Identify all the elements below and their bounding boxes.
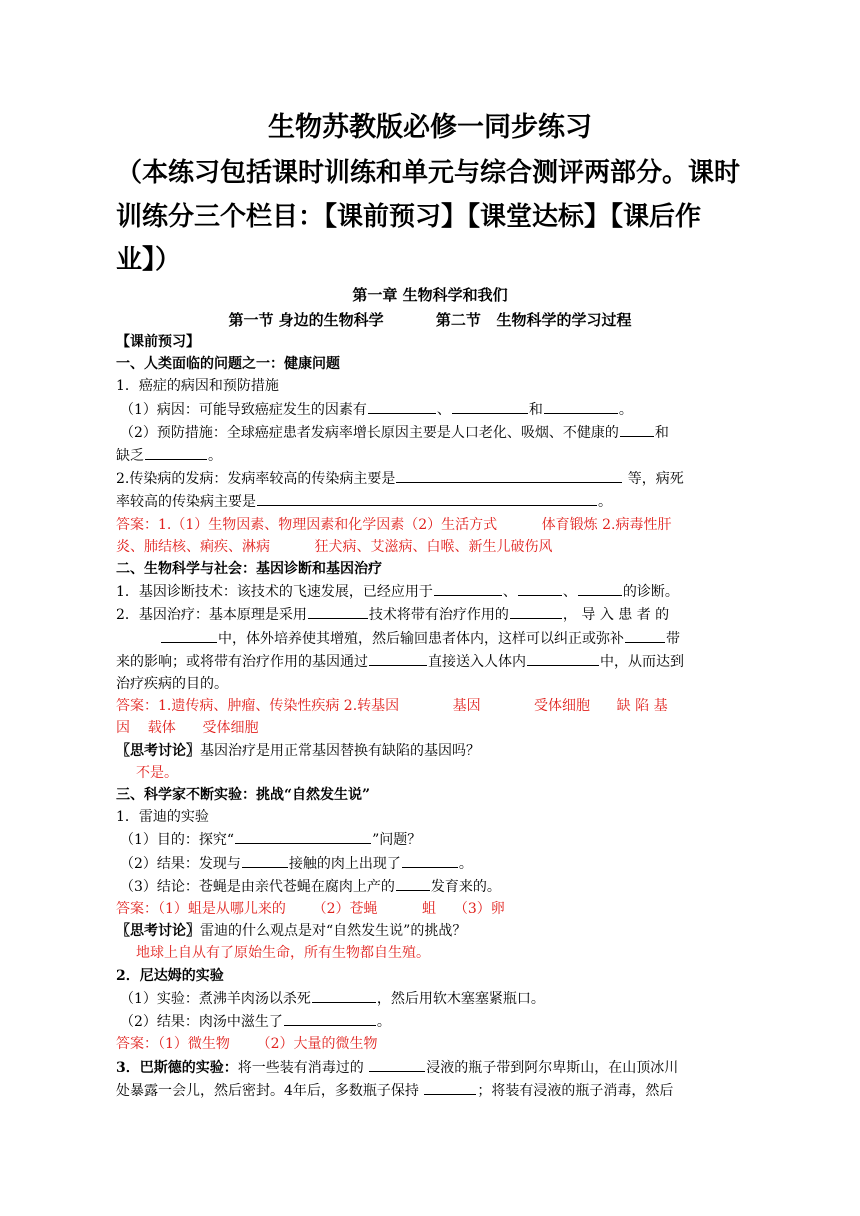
question-redi: 1．雷迪的实验 [116,809,209,826]
question-needham-result: （2）结果：肉汤中滋生了 。 [116,1010,742,1033]
answer-blank[interactable] [369,1056,425,1072]
chapter-heading: 第一章 生物科学和我们 [352,286,508,304]
question-infectious: 2.传染病的发病：发病率较高的传染病主要是 等，病死 [116,467,742,490]
discussion-redi: 〖思考讨论〗雷迪的什么观点是对“自然发生说”的挑战？ [116,923,467,940]
question-cancer-cause: （1）病因：可能导致癌症发生的因素有 、 和 。 [116,398,742,421]
document-title: 生物苏教版必修一同步练习 [268,112,592,143]
heading-gene: 二、生物科学与社会：基因诊断和基因治疗 [116,561,382,578]
answer-blank[interactable] [161,627,217,643]
answer-blank[interactable] [424,1079,476,1095]
question-needham-experiment: （1）实验：煮沸羊肉汤以杀死 ，然后用软木塞塞紧瓶口。 [116,987,742,1010]
answer-blank[interactable] [396,467,622,483]
question-cancer: 1．癌症的病因和预防措施 [116,378,279,395]
answer-line: 答案：1.（1）生物因素、物理因素和化学因素（2）生活方式 体育锻炼 2.病毒性肝 [116,516,672,533]
answer-blank[interactable] [510,603,562,619]
answer-line: 答案：（1）微生物 （2）大量的微生物 [116,1036,378,1053]
answer-line: 因 载体 受体细胞 [116,720,259,737]
answer-blank[interactable] [620,421,654,437]
answer-blank[interactable] [369,650,427,666]
discussion-answer: 地球上自从有了原始生命，所有生物都自生殖。 [136,945,430,962]
question-pasteur-cont: 处暴露一会儿，然后密封。4年后，多数瓶子保持 ；将装有浸液的瓶子消毒，然后 [116,1079,742,1102]
answer-blank[interactable] [284,1010,376,1026]
question-pasteur: 3．巴斯德的实验：将一些装有消毒过的 浸液的瓶子带到阿尔卑斯山，在山顶冰川 [116,1056,742,1079]
discussion-answer: 不是。 [136,764,178,781]
question-redi-purpose: （1）目的：探究“ ”问题？ [116,828,742,851]
question-gene-therapy-cont: 治疗疾病的目的。 [116,676,228,693]
answer-blank[interactable] [235,828,371,844]
answer-blank[interactable] [312,987,376,1003]
heading-experiments: 三、科学家不断实验：挑战“自然发生说” [116,787,371,804]
discussion-gene: 〖思考讨论〗基因治疗是用正常基因替换有缺陷的基因吗？ [116,742,480,759]
question-needham: 2．尼达姆的实验 [116,967,224,984]
question-redi-result: （2）结果：发现与 接触的肉上出现了 。 [116,852,742,875]
question-cancer-prevention-cont: 缺乏 。 [116,444,742,467]
answer-blank[interactable] [308,603,368,619]
answer-blank[interactable] [257,490,597,506]
answer-blank[interactable] [368,398,436,414]
answer-blank[interactable] [396,875,430,891]
document-intro: （本练习包括课时训练和单元与综合测评两部分。课时训练分三个栏目：【课前预习】【课堂达标】【课后作业】） [116,158,741,275]
answer-blank[interactable] [518,580,562,596]
answer-line: 答案：（1）蛆是从哪儿来的 （2）苍蝇 蛆 （3）卵 [116,901,505,918]
question-cancer-prevention: （2）预防措施：全球癌症患者发病率增长原因主要是人口老化、吸烟、不健康的 和 [116,421,742,444]
question-gene-therapy: 2．基因治疗：基本原理是采用 技术将带有治疗作用的 ， 导 入 患 者 的 [116,603,742,626]
section-heading: 第一节 身边的生物科学 第二节 生物科学的学习过程 [228,311,632,329]
exercise-content [116,331,742,1102]
answer-line: 炎、肺结核、痢疾、淋病 狂犬病、艾滋病、白喉、新生儿破伤风 [116,538,553,555]
answer-blank[interactable] [578,580,622,596]
answer-blank[interactable] [145,444,207,460]
answer-blank[interactable] [402,852,458,868]
answer-blank[interactable] [544,398,618,414]
answer-blank[interactable] [625,627,665,643]
answer-blank[interactable] [527,650,599,666]
answer-blank[interactable] [452,398,528,414]
answer-line: 答案：1.遗传病、肿瘤、传染性疾病 2.转基因 基因 受体细胞 缺 陷 基 [116,698,668,715]
question-gene-diagnosis: 1．基因诊断技术：该技术的飞速发展，已经应用于 、 、 的诊断。 [116,580,742,603]
preview-label: 【课前预习】 [116,334,200,350]
answer-blank[interactable] [434,580,502,596]
heading-health: 一、人类面临的问题之一：健康问题 [116,356,340,373]
question-gene-therapy-cont: 来的影响；或将带有治疗作用的基因通过 直接送入人体内 中，从而达到 [116,650,742,673]
question-redi-conclusion: （3）结论：苍蝇是由亲代苍蝇在腐肉上产的 发育来的。 [116,875,742,898]
answer-blank[interactable] [242,852,288,868]
question-gene-therapy-cont: 中，体外培养使其增殖，然后输回患者体内，这样可以纠正或弥补 带 [116,627,742,650]
question-infectious-cont: 率较高的传染病主要是 。 [116,490,742,513]
